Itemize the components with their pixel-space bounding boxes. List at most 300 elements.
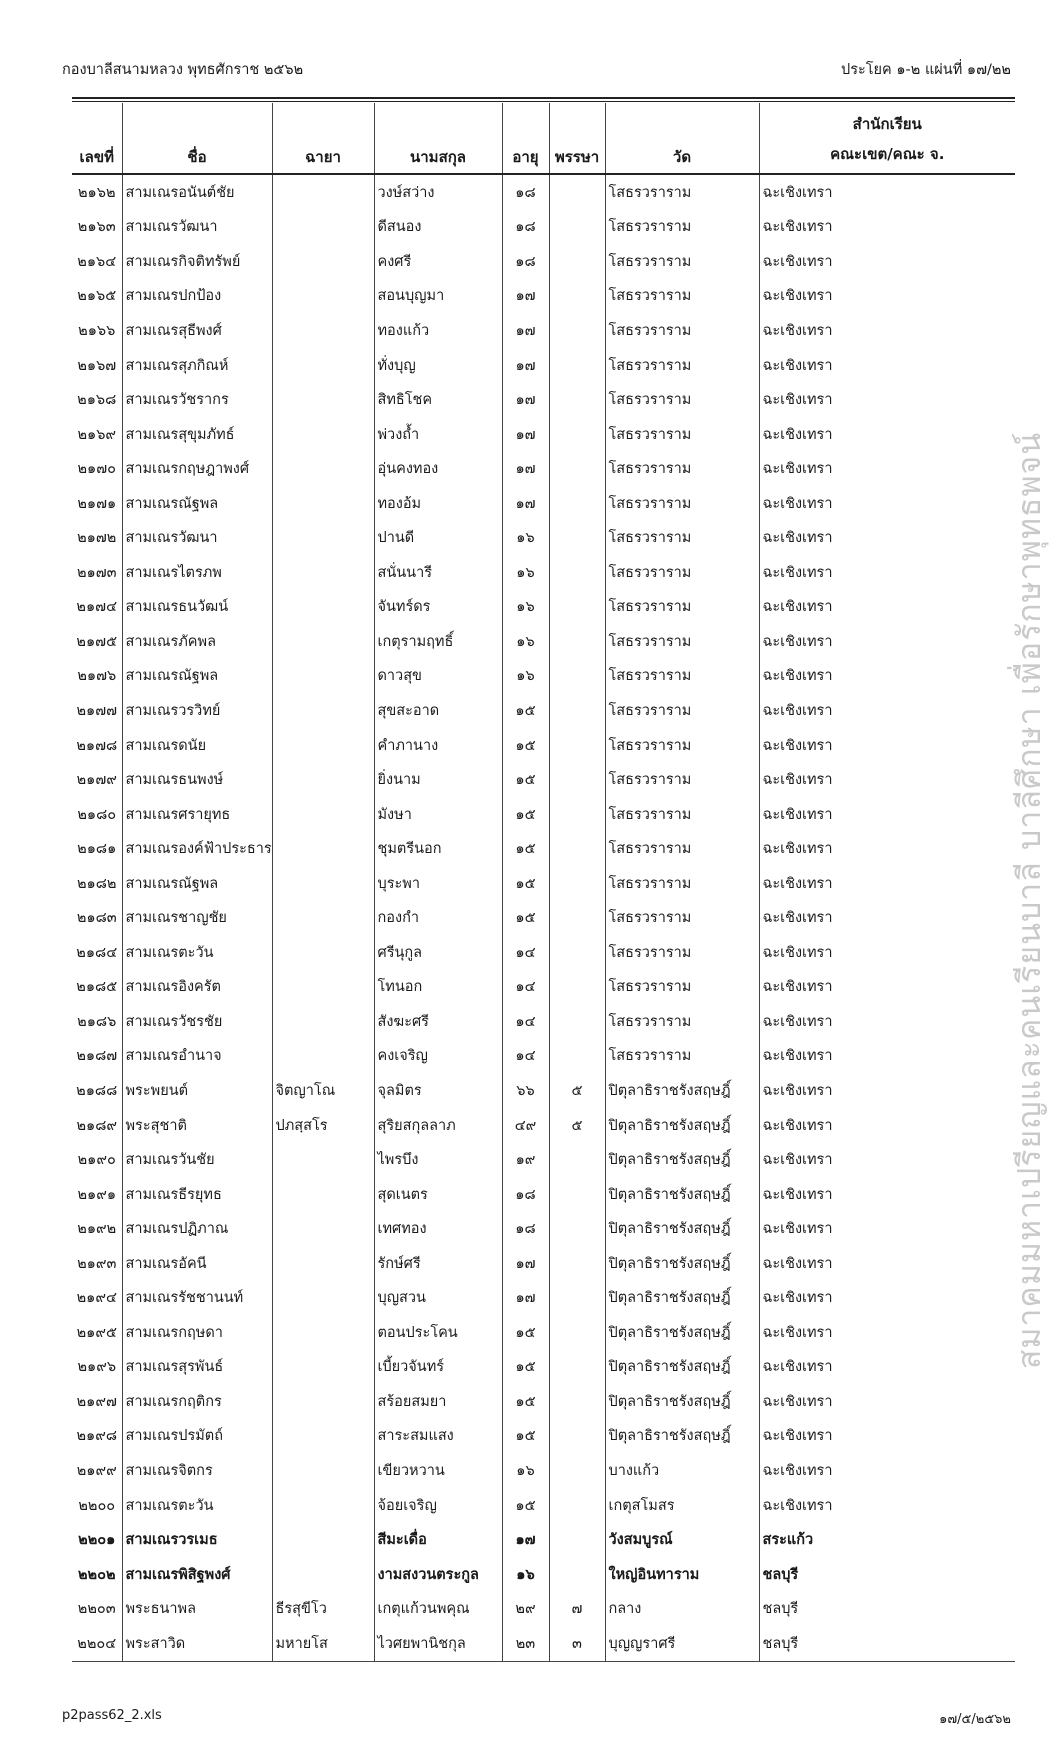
row-office: ฉะเชิงเทรา xyxy=(759,1108,1015,1143)
row-chaya xyxy=(272,900,374,935)
row-surname: ยิ่งนาม xyxy=(374,762,502,797)
row-surname: อุ่นคงทอง xyxy=(374,451,502,486)
row-office: ฉะเชิงเทรา xyxy=(759,1315,1015,1350)
row-number: ๒๑๗๐ xyxy=(77,461,116,478)
col-header-vassa: พรรษา xyxy=(549,103,605,174)
row-surname: สุริยสกุลลาภ xyxy=(374,1108,502,1143)
row-surname: เบี้ยวจันทร์ xyxy=(374,1350,502,1385)
row-name: สามเณรรัชชานนท์ xyxy=(122,1281,272,1316)
row-age: ๑๕ xyxy=(502,693,549,728)
row-office: ฉะเชิงเทรา xyxy=(759,831,1015,866)
row-age: ๑๗ xyxy=(502,382,549,417)
table-row xyxy=(72,348,1015,383)
table-row xyxy=(72,659,1015,694)
row-surname: จุลมิตร xyxy=(374,1073,502,1108)
row-wat: โสธรวราราม xyxy=(605,555,759,590)
row-surname: กองกำ xyxy=(374,900,502,935)
row-wat: โสธรวราราม xyxy=(605,762,759,797)
row-name: สามเณรวัชรากร xyxy=(122,382,272,417)
row-number: ๒๑๙๓ xyxy=(77,1255,117,1272)
row-name: สามเณรวรเมธ xyxy=(122,1522,272,1557)
row-surname: ศรีนุกูล xyxy=(374,935,502,970)
row-name: สามเณรอำนาจ xyxy=(122,1039,272,1074)
col-header-office-line1: สำนักเรียน xyxy=(852,115,922,133)
row-age: ๑๘ xyxy=(502,1177,549,1212)
row-chaya xyxy=(272,1039,374,1074)
header-rule-thin xyxy=(72,101,1015,102)
row-chaya xyxy=(272,1384,374,1419)
table-row xyxy=(72,1384,1015,1419)
row-vassa xyxy=(549,313,605,348)
row-office: ฉะเชิงเทรา xyxy=(759,797,1015,832)
table-row xyxy=(72,1557,1015,1592)
row-surname: สิทธิโชค xyxy=(374,382,502,417)
row-surname: คำภานาง xyxy=(374,728,502,763)
row-vassa xyxy=(549,1488,605,1523)
row-name: สามเณรวัฒนา xyxy=(122,520,272,555)
row-vassa xyxy=(549,210,605,245)
row-vassa: ๕ xyxy=(549,1108,605,1143)
row-wat: โสธรวราราม xyxy=(605,244,759,279)
row-wat: เกตุสโมสร xyxy=(605,1488,759,1523)
row-office: ฉะเชิงเทรา xyxy=(759,313,1015,348)
row-age: ๑๕ xyxy=(502,1384,549,1419)
row-office: ฉะเชิงเทรา xyxy=(759,866,1015,901)
row-wat: ปิตุลาธิราชรังสฤษฎิ์ xyxy=(605,1419,759,1454)
row-wat: โสธรวราราม xyxy=(605,590,759,625)
row-age: ๔๙ xyxy=(502,1108,549,1143)
row-vassa xyxy=(549,866,605,901)
row-chaya xyxy=(272,348,374,383)
row-name: สามเณรศรายุทธ xyxy=(122,797,272,832)
table-row xyxy=(72,313,1015,348)
row-number: ๒๑๙๗ xyxy=(76,1393,117,1410)
row-name: สามเณรณัฐพล xyxy=(122,866,272,901)
row-number: ๒๒๐๓ xyxy=(77,1601,116,1618)
row-chaya xyxy=(272,451,374,486)
row-chaya: มหายโส xyxy=(272,1626,374,1661)
row-name: สามเณรสุรพันธ์ xyxy=(122,1350,272,1385)
row-office: ฉะเชิงเทรา xyxy=(759,693,1015,728)
row-chaya xyxy=(272,1281,374,1316)
row-name: สามเณรอนันต์ชัย xyxy=(122,174,272,210)
row-office: สระแก้ว xyxy=(759,1522,1015,1557)
row-office: ฉะเชิงเทรา xyxy=(759,590,1015,625)
row-surname: ชุมตรีนอก xyxy=(374,831,502,866)
row-chaya: ปภสฺสโร xyxy=(272,1108,374,1143)
watermark xyxy=(1000,230,1060,1570)
row-number: ๒๑๗๘ xyxy=(76,737,118,754)
row-number: ๒๑๖๖ xyxy=(78,322,116,339)
col-header-age: อายุ xyxy=(502,103,549,174)
row-number: ๒๒๐๔ xyxy=(72,1626,122,1661)
row-age: ๑๗ xyxy=(502,1522,549,1557)
row-name: พระสาวิด xyxy=(122,1626,272,1661)
table-row xyxy=(72,1419,1015,1454)
row-vassa xyxy=(549,935,605,970)
row-chaya xyxy=(272,1211,374,1246)
table-row xyxy=(72,590,1015,625)
row-chaya xyxy=(272,1350,374,1385)
row-office: ฉะเชิงเทรา xyxy=(759,382,1015,417)
row-wat: ปิตุลาธิราชรังสฤษฎิ์ xyxy=(605,1315,759,1350)
row-chaya xyxy=(272,762,374,797)
row-surname: สีมะเดื่อ xyxy=(374,1522,502,1557)
row-office: ฉะเชิงเทรา xyxy=(759,900,1015,935)
row-vassa xyxy=(549,555,605,590)
row-name: สามเณรภัคพล xyxy=(122,624,272,659)
row-number: ๒๑๙๔ xyxy=(76,1290,117,1307)
row-office: ฉะเชิงเทรา xyxy=(759,935,1015,970)
row-number: ๒๑๖๔ xyxy=(77,253,117,270)
table-row xyxy=(72,1281,1015,1316)
row-chaya: จิตญาโณ xyxy=(272,1073,374,1108)
row-age: ๑๕ xyxy=(502,1350,549,1385)
row-vassa xyxy=(549,348,605,383)
row-age: ๑๖ xyxy=(502,590,549,625)
row-chaya xyxy=(272,728,374,763)
row-surname: พ่วงถ้ำ xyxy=(374,417,502,452)
row-wat: วังสมบูรณ์ xyxy=(605,1522,759,1557)
row-wat: กลาง xyxy=(605,1591,759,1626)
row-name: สามเณรกฤติกร xyxy=(122,1384,272,1419)
row-name: สามเณรสุขุมภัทธ์ xyxy=(122,417,272,452)
row-vassa xyxy=(549,486,605,521)
row-vassa xyxy=(549,1281,605,1316)
row-wat: โสธรวราราม xyxy=(605,520,759,555)
table-row xyxy=(72,797,1015,832)
row-age: ๑๘ xyxy=(502,174,549,210)
table-header-row xyxy=(72,103,1015,174)
row-wat: โสธรวราราม xyxy=(605,382,759,417)
row-vassa: ๕ xyxy=(549,1073,605,1108)
row-name: สามเณรสุธีพงศ์ xyxy=(122,313,272,348)
row-vassa xyxy=(549,451,605,486)
row-name: สามเณรธีรยุทธ xyxy=(122,1177,272,1212)
row-age: ๑๗ xyxy=(502,279,549,314)
row-number: ๒๑๙๒ xyxy=(77,1221,117,1238)
row-age: ๑๖ xyxy=(502,520,549,555)
row-age: ๑๕ xyxy=(502,831,549,866)
row-number: ๒๑๘๒ xyxy=(76,875,117,892)
row-surname: ดีสนอง xyxy=(374,210,502,245)
footer-filename: p2pass62_2.xls xyxy=(62,1708,162,1723)
row-wat: โสธรวราราม xyxy=(605,866,759,901)
row-office: ฉะเชิงเทรา xyxy=(759,1488,1015,1523)
row-number: ๒๒๐๒ xyxy=(77,1566,116,1583)
row-vassa xyxy=(549,797,605,832)
row-name: สามเณรวัฒนา xyxy=(122,210,272,245)
row-name: สามเณรวันชัย xyxy=(122,1142,272,1177)
row-chaya xyxy=(272,555,374,590)
row-name: สามเณรปกป้อง xyxy=(122,279,272,314)
row-vassa xyxy=(549,1177,605,1212)
row-vassa xyxy=(549,1246,605,1281)
row-vassa xyxy=(549,693,605,728)
row-chaya xyxy=(272,1419,374,1454)
row-wat: โสธรวราราม xyxy=(605,1039,759,1074)
row-surname: งามสงวนตระกูล xyxy=(374,1557,502,1592)
row-number: ๒๑๖๗ xyxy=(77,357,117,374)
table-row xyxy=(72,1315,1015,1350)
row-vassa xyxy=(549,1004,605,1039)
row-vassa xyxy=(549,762,605,797)
row-vassa xyxy=(549,244,605,279)
header-rule xyxy=(72,97,1015,99)
col-header-office xyxy=(759,103,1015,174)
table-row xyxy=(72,970,1015,1005)
row-wat: โสธรวราราม xyxy=(605,970,759,1005)
table-row xyxy=(72,555,1015,590)
row-wat: โสธรวราราม xyxy=(605,935,759,970)
row-number: ๒๑๗๖ xyxy=(77,668,117,685)
row-vassa xyxy=(549,1419,605,1454)
row-chaya xyxy=(272,1315,374,1350)
row-chaya: ธีรสุขีโว xyxy=(272,1591,374,1626)
row-surname: สังฆะศรี xyxy=(374,1004,502,1039)
row-name: สามเณรวัชรชัย xyxy=(122,1004,272,1039)
col-header-name: ชื่อ xyxy=(122,103,272,174)
row-vassa xyxy=(549,1453,605,1488)
row-surname: เทศทอง xyxy=(374,1211,502,1246)
row-number: ๒๑๘๓ xyxy=(76,910,117,927)
row-age: ๑๕ xyxy=(502,1419,549,1454)
row-office: ฉะเชิงเทรา xyxy=(759,1039,1015,1074)
row-age: ๑๘ xyxy=(502,1211,549,1246)
row-chaya xyxy=(272,1004,374,1039)
table-row xyxy=(72,451,1015,486)
row-vassa xyxy=(549,174,605,210)
row-surname: ทองอ้ม xyxy=(374,486,502,521)
row-vassa xyxy=(549,1384,605,1419)
row-name: สามเณรกฤษฎาพงศ์ xyxy=(122,451,272,486)
row-number: ๒๑๗๔ xyxy=(76,599,118,616)
row-office: ฉะเชิงเทรา xyxy=(759,520,1015,555)
row-age: ๑๘ xyxy=(502,210,549,245)
row-number: ๒๑๘๔ xyxy=(76,944,118,961)
row-wat: ปิตุลาธิราชรังสฤษฎิ์ xyxy=(605,1384,759,1419)
row-office: ฉะเชิงเทรา xyxy=(759,210,1015,245)
row-number: ๒๑๗๕ xyxy=(76,633,118,650)
row-age: ๑๔ xyxy=(502,935,549,970)
row-surname: มังษา xyxy=(374,797,502,832)
row-number: ๒๑๖๙ xyxy=(77,426,117,443)
row-chaya xyxy=(272,693,374,728)
row-age: ๑๙ xyxy=(502,1142,549,1177)
row-wat: ปิตุลาธิราชรังสฤษฎิ์ xyxy=(605,1177,759,1212)
row-vassa xyxy=(549,1211,605,1246)
row-office: ฉะเชิงเทรา xyxy=(759,624,1015,659)
row-chaya xyxy=(272,1177,374,1212)
col-header-office-line2: คณะเขต/คณะ จ. xyxy=(830,145,945,163)
row-office: ฉะเชิงเทรา xyxy=(759,762,1015,797)
row-office: ฉะเชิงเทรา xyxy=(759,728,1015,763)
row-age: ๑๕ xyxy=(502,762,549,797)
table-row xyxy=(72,486,1015,521)
row-vassa xyxy=(549,382,605,417)
table-row xyxy=(72,1591,1015,1626)
row-number: ๒๑๗๑ xyxy=(77,495,117,512)
row-vassa: ๓ xyxy=(549,1626,605,1661)
row-age: ๑๗ xyxy=(502,313,549,348)
row-office: ฉะเชิงเทรา xyxy=(759,348,1015,383)
table-row xyxy=(72,866,1015,901)
row-wat: โสธรวราราม xyxy=(605,659,759,694)
row-number: ๒๑๙๘ xyxy=(76,1428,118,1445)
row-age: ๑๕ xyxy=(502,1488,549,1523)
table-row xyxy=(72,1350,1015,1385)
row-name: สามเณรณัฐพล xyxy=(122,659,272,694)
table-row xyxy=(72,1522,1015,1557)
row-chaya xyxy=(272,486,374,521)
row-wat: โสธรวราราม xyxy=(605,831,759,866)
row-chaya xyxy=(272,659,374,694)
row-wat: โสธรวราราม xyxy=(605,624,759,659)
row-office: ฉะเชิงเทรา xyxy=(759,417,1015,452)
row-number: ๒๑๖๒ xyxy=(77,184,116,201)
table-row xyxy=(72,244,1015,279)
row-wat: ปิตุลาธิราชรังสฤษฎิ์ xyxy=(605,1350,759,1385)
row-chaya xyxy=(272,866,374,901)
table-row xyxy=(72,1488,1015,1523)
row-age: ๑๗ xyxy=(502,1281,549,1316)
table-row xyxy=(72,900,1015,935)
row-surname: บุระพา xyxy=(374,866,502,901)
row-name: สามเณรตะวัน xyxy=(122,1488,272,1523)
table-row xyxy=(72,210,1015,245)
row-number: ๒๑๗๙ xyxy=(76,772,117,789)
row-age: ๑๖ xyxy=(502,1453,549,1488)
row-name: พระธนาพล xyxy=(122,1591,272,1626)
row-office: ฉะเชิงเทรา xyxy=(759,1419,1015,1454)
table-row xyxy=(72,624,1015,659)
row-name: สามเณรองค์ฟ้าประธาร xyxy=(122,831,272,866)
table-row xyxy=(72,1177,1015,1212)
row-name: สามเณรชาญชัย xyxy=(122,900,272,935)
row-chaya xyxy=(272,797,374,832)
footer-date: ๑๗/๕/๒๕๖๒ xyxy=(939,1712,1011,1727)
row-surname: ตอนประโคน xyxy=(374,1315,502,1350)
row-chaya xyxy=(272,970,374,1005)
row-wat: ปิตุลาธิราชรังสฤษฎิ์ xyxy=(605,1142,759,1177)
row-chaya xyxy=(272,1246,374,1281)
row-number: ๒๑๘๙ xyxy=(76,1117,118,1134)
table-row xyxy=(72,935,1015,970)
table-row xyxy=(72,382,1015,417)
row-age: ๑๕ xyxy=(502,728,549,763)
table-row xyxy=(72,1453,1015,1488)
table-row xyxy=(72,762,1015,797)
row-chaya xyxy=(272,279,374,314)
row-wat: ปิตุลาธิราชรังสฤษฎิ์ xyxy=(605,1073,759,1108)
table-row xyxy=(72,1108,1015,1143)
table-row xyxy=(72,1039,1015,1074)
row-age: ๑๕ xyxy=(502,900,549,935)
row-vassa xyxy=(549,520,605,555)
row-number: ๒๑๘๘ xyxy=(76,1082,118,1099)
row-number: ๒๒๐๑ xyxy=(78,1532,116,1549)
row-vassa: ๗ xyxy=(549,1591,605,1626)
row-wat: ใหญ่อินทาราม xyxy=(605,1557,759,1592)
row-surname: สุขสะอาด xyxy=(374,693,502,728)
row-vassa xyxy=(549,728,605,763)
col-header-surname: นามสกุล xyxy=(374,103,502,174)
row-chaya xyxy=(272,624,374,659)
col-header-chaya: ฉายา xyxy=(272,103,374,174)
row-wat: โสธรวราราม xyxy=(605,210,759,245)
row-surname: สอนบุญมา xyxy=(374,279,502,314)
row-name: สามเณรกิจติทรัพย์ xyxy=(122,244,272,279)
row-age: ๑๗ xyxy=(502,451,549,486)
row-surname: บุญสวน xyxy=(374,1281,502,1316)
row-wat: ปิตุลาธิราชรังสฤษฎิ์ xyxy=(605,1108,759,1143)
row-name: สามเณรไตรภพ xyxy=(122,555,272,590)
row-number: ๒๑๙๐ xyxy=(77,1152,116,1169)
row-surname: สร้อยสมยา xyxy=(374,1384,502,1419)
row-vassa xyxy=(549,1557,605,1592)
row-chaya xyxy=(272,1557,374,1592)
row-office: ฉะเชิงเทรา xyxy=(759,555,1015,590)
row-number: ๒๑๖๓ xyxy=(77,219,116,236)
row-wat: ปิตุลาธิราชรังสฤษฎิ์ xyxy=(605,1211,759,1246)
row-wat: ปิตุลาธิราชรังสฤษฎิ์ xyxy=(605,1246,759,1281)
row-vassa xyxy=(549,900,605,935)
row-age: ๑๖ xyxy=(502,624,549,659)
table-row xyxy=(72,831,1015,866)
table-row xyxy=(72,1142,1015,1177)
table-row xyxy=(72,1073,1015,1108)
watermark-text: สมาคมมหาเปรียญและคนเรียนบาลี บาลีศึกษา เพื่อรักษาพุทธพจน์ xyxy=(1010,431,1049,1369)
row-surname: ปานดี xyxy=(374,520,502,555)
row-number: ๒๑๘๖ xyxy=(77,1013,117,1030)
row-chaya xyxy=(272,935,374,970)
row-name: สามเณรอิงครัต xyxy=(122,970,272,1005)
row-surname: จ้อยเจริญ xyxy=(374,1488,502,1523)
row-chaya xyxy=(272,1453,374,1488)
row-name: สามเณรกฤษดา xyxy=(122,1315,272,1350)
row-chaya xyxy=(272,382,374,417)
row-age: ๑๖ xyxy=(502,659,549,694)
row-office: ฉะเชิงเทรา xyxy=(759,1246,1015,1281)
row-surname: สาระสมแสง xyxy=(374,1419,502,1454)
row-office: ฉะเชิงเทรา xyxy=(759,1350,1015,1385)
row-number: ๒๑๙๖ xyxy=(77,1359,117,1376)
row-vassa xyxy=(549,831,605,866)
row-wat: โสธรวราราม xyxy=(605,693,759,728)
row-office: ฉะเชิงเทรา xyxy=(759,1177,1015,1212)
row-name: สามเณรปฏิภาณ xyxy=(122,1211,272,1246)
row-number: ๒๑๙๙ xyxy=(76,1463,117,1479)
table-row xyxy=(72,1004,1015,1039)
row-surname: คงเจริญ xyxy=(374,1039,502,1074)
table-row xyxy=(72,1246,1015,1281)
table-row xyxy=(72,693,1015,728)
row-vassa xyxy=(549,590,605,625)
row-name: สามเณรธนพงษ์ xyxy=(122,762,272,797)
row-office: ฉะเชิงเทรา xyxy=(759,279,1015,314)
row-age: ๑๗ xyxy=(502,486,549,521)
row-age: ๑๔ xyxy=(502,1039,549,1074)
row-number: ๒๑๖๕ xyxy=(77,288,117,305)
row-wat: โสธรวราราม xyxy=(605,728,759,763)
table-row xyxy=(72,279,1015,314)
row-office: ฉะเชิงเทรา xyxy=(759,451,1015,486)
row-office: ฉะเชิงเทรา xyxy=(759,970,1015,1005)
row-surname: ไพรบึง xyxy=(374,1142,502,1177)
row-age: ๒๙ xyxy=(502,1591,549,1626)
row-age: ๑๗ xyxy=(502,348,549,383)
row-vassa xyxy=(549,659,605,694)
